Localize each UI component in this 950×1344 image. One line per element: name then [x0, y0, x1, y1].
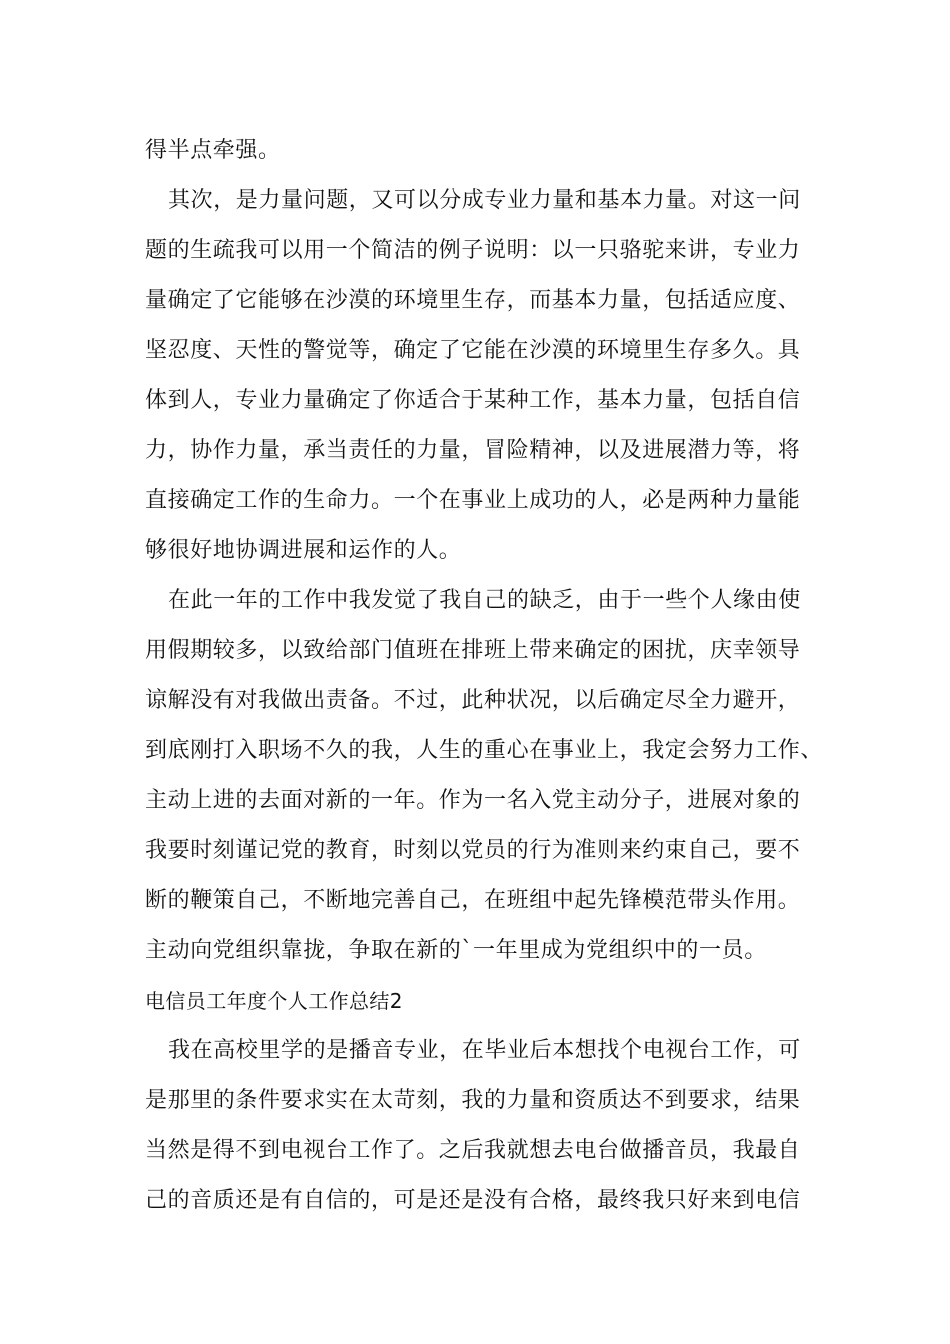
paragraph-line: 谅解没有对我做出责备。不过，此种状况，以后确定尽全力避开，	[145, 688, 801, 713]
paragraph-line: 我要时刻谨记党的教育，时刻以党员的行为准则来约束自己，要不	[145, 838, 801, 863]
paragraph-line: 主动上进的去面对新的一年。作为一名入党主动分子，进展对象的	[145, 788, 801, 813]
paragraph-line: 在此一年的工作中我发觉了我自己的缺乏，由于一些个人缘由使	[168, 588, 801, 613]
paragraph-line: 力，协作力量，承当责任的力量，冒险精神，以及进展潜力等，将	[145, 438, 801, 463]
paragraph-line: 是那里的条件要求实在太苛刻，我的力量和资质达不到要求，结果	[145, 1088, 801, 1113]
paragraph-line: 用假期较多，以致给部门值班在排班上带来确定的困扰，庆幸领导	[145, 638, 801, 663]
paragraph-line: 够很好地协调进展和运作的人。	[145, 538, 462, 563]
paragraph-line: 题的生疏我可以用一个简洁的例子说明：以一只骆驼来讲，专业力	[145, 238, 801, 263]
section-heading: 电信员工年度个人工作总结2	[145, 989, 403, 1013]
paragraph-line: 当然是得不到电视台工作了。之后我就想去电台做播音员，我最自	[145, 1138, 801, 1163]
paragraph-line: 到底刚打入职场不久的我，人生的重心在事业上，我定会努力工作、	[145, 738, 824, 763]
paragraph-line: 其次，是力量问题，又可以分成专业力量和基本力量。对这一问	[168, 188, 801, 213]
paragraph-line: 体到人，专业力量确定了你适合于某种工作，基本力量，包括自信	[145, 388, 801, 413]
paragraph-line: 得半点牵强。	[145, 138, 281, 163]
paragraph-line: 量确定了它能够在沙漠的环境里生存，而基本力量，包括适应度、	[145, 288, 801, 313]
paragraph-line: 直接确定工作的生命力。一个在事业上成功的人，必是两种力量能	[145, 488, 801, 513]
paragraph-line: 坚忍度、天性的警觉等，确定了它能在沙漠的环境里生存多久。具	[145, 338, 801, 363]
paragraph-line: 断的鞭策自己，不断地完善自己，在班组中起先锋模范带头作用。	[145, 888, 801, 913]
paragraph-line: 己的音质还是有自信的，可是还是没有合格，最终我只好来到电信	[145, 1188, 801, 1213]
paragraph-line: 主动向党组织靠拢，争取在新的`一年里成为党组织中的一员。	[145, 938, 767, 963]
paragraph-line: 我在高校里学的是播音专业，在毕业后本想找个电视台工作，可	[168, 1038, 801, 1063]
